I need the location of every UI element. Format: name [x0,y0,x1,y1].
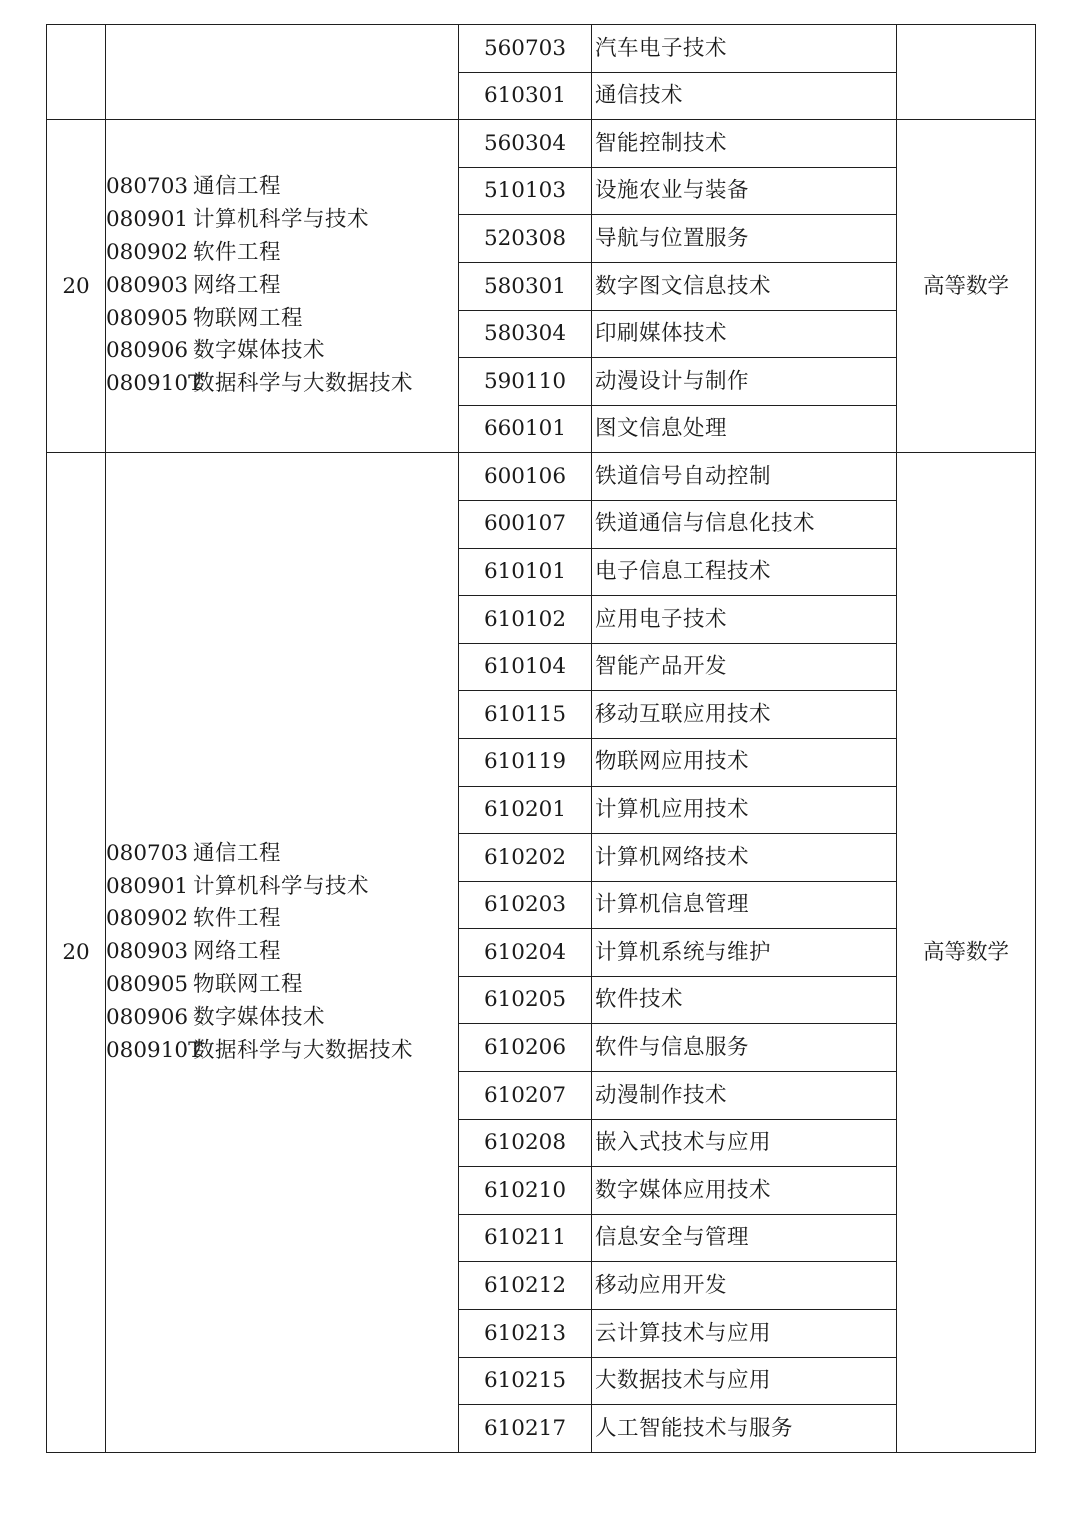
bachelor-major-item [106,204,458,237]
vocational-major-code: 600107 [459,500,592,548]
bachelor-major-name: 软件工程 [193,240,282,266]
vocational-major-code: 610201 [459,786,592,834]
bachelor-major-code: 080901 [106,207,189,233]
vocational-major-name: 计算机信息管理 [592,881,897,929]
vocational-major-code: 610208 [459,1119,592,1167]
vocational-major-name: 智能产品开发 [592,643,897,691]
vocational-major-name: 印刷媒体技术 [592,310,897,358]
vocational-major-code: 610206 [459,1024,592,1072]
bachelor-major-item [106,838,458,871]
vocational-major-code: 610210 [459,1167,592,1215]
bachelor-major-item [106,303,458,336]
vocational-major-code: 560304 [459,120,592,168]
vocational-major-name: 嵌入式技术与应用 [592,1119,897,1167]
bachelor-major-code: 080902 [106,906,189,932]
bachelor-major-code: 080906 [106,1004,189,1030]
bachelor-major-item [106,936,458,969]
vocational-major-name: 数字图文信息技术 [592,262,897,310]
bachelor-major-name: 软件工程 [193,906,282,932]
bachelor-major-item [106,903,458,936]
bachelor-major-item [106,335,458,368]
vocational-major-name: 计算机应用技术 [592,786,897,834]
bachelor-major-item [106,171,458,204]
vocational-major-name: 通信技术 [592,72,897,120]
vocational-major-name: 软件与信息服务 [592,1024,897,1072]
vocational-major-name: 大数据技术与应用 [592,1357,897,1405]
vocational-major-name: 电子信息工程技术 [592,548,897,596]
bachelor-major-name: 网络工程 [193,939,282,965]
vocational-major-name: 导航与位置服务 [592,215,897,263]
bachelor-major-item [106,1002,458,1035]
bachelor-major-name: 网络工程 [193,272,282,298]
bachelor-major-code: 080901 [106,873,189,899]
vocational-major-name: 图文信息处理 [592,405,897,453]
vocational-major-code: 600106 [459,453,592,501]
vocational-major-code: 580301 [459,262,592,310]
vocational-major-name: 汽车电子技术 [592,25,897,73]
vocational-major-code: 610212 [459,1262,592,1310]
vocational-major-name: 物联网应用技术 [592,738,897,786]
bachelor-major-name: 物联网工程 [193,305,304,331]
vocational-major-code: 610115 [459,691,592,739]
group-number-cell: 20 [47,453,106,1452]
vocational-major-code: 610204 [459,929,592,977]
bachelor-major-name: 计算机科学与技术 [193,207,370,233]
bachelor-major-name: 计算机科学与技术 [193,873,370,899]
bachelor-majors-cell [106,453,459,1452]
bachelor-major-code: 080903 [106,939,189,965]
vocational-major-code: 610104 [459,643,592,691]
bachelor-major-item [106,969,458,1002]
vocational-major-name: 计算机系统与维护 [592,929,897,977]
bachelor-major-code: 080902 [106,240,189,266]
vocational-major-code: 610202 [459,834,592,882]
vocational-major-name: 应用电子技术 [592,596,897,644]
vocational-major-code: 610203 [459,881,592,929]
vocational-major-name: 人工智能技术与服务 [592,1405,897,1453]
bachelor-major-code: 080703 [106,840,189,866]
bachelor-major-code: 080910T [106,1037,203,1063]
vocational-major-name: 铁道信号自动控制 [592,453,897,501]
vocational-major-name: 软件技术 [592,976,897,1024]
vocational-major-code: 610213 [459,1310,592,1358]
vocational-major-name: 计算机网络技术 [592,834,897,882]
vocational-major-code: 610119 [459,738,592,786]
vocational-major-code: 610215 [459,1357,592,1405]
vocational-major-name: 移动互联应用技术 [592,691,897,739]
bachelor-major-name: 数据科学与大数据技术 [193,371,414,397]
table-body [47,25,1036,1453]
vocational-major-code: 610217 [459,1405,592,1453]
bachelor-major-code: 080905 [106,971,189,997]
bachelor-major-item [106,270,458,303]
bachelor-majors-cell [106,120,459,453]
table-row [47,120,1036,168]
vocational-major-code: 510103 [459,167,592,215]
vocational-major-code: 610205 [459,976,592,1024]
bachelor-major-code: 080903 [106,272,189,298]
exam-subject-cell [897,25,1036,120]
vocational-major-code: 580304 [459,310,592,358]
vocational-major-name: 移动应用开发 [592,1262,897,1310]
vocational-major-code: 590110 [459,358,592,406]
vocational-major-name: 动漫制作技术 [592,1072,897,1120]
vocational-major-name: 云计算技术与应用 [592,1310,897,1358]
bachelor-major-name: 通信工程 [193,840,282,866]
table-row [47,453,1036,501]
vocational-major-code: 610101 [459,548,592,596]
exam-subject-cell: 高等数学 [897,453,1036,1452]
major-mapping-table [46,24,1036,1453]
vocational-major-name: 智能控制技术 [592,120,897,168]
table-row [47,25,1036,73]
bachelor-major-code: 080910T [106,371,203,397]
bachelor-major-item [106,871,458,904]
bachelor-major-code: 080905 [106,305,189,331]
bachelor-majors-cell [106,25,459,120]
bachelor-major-name: 数字媒体技术 [193,1004,326,1030]
vocational-major-code: 610211 [459,1214,592,1262]
exam-subject-cell: 高等数学 [897,120,1036,453]
vocational-major-code: 610102 [459,596,592,644]
bachelor-major-code: 080906 [106,338,189,364]
bachelor-major-item [106,1035,458,1068]
bachelor-major-name: 通信工程 [193,174,282,200]
bachelor-major-code: 080703 [106,174,189,200]
vocational-major-name: 信息安全与管理 [592,1214,897,1262]
bachelor-major-name: 数据科学与大数据技术 [193,1037,414,1063]
group-number-cell [47,25,106,120]
vocational-major-code: 660101 [459,405,592,453]
bachelor-major-item [106,368,458,401]
bachelor-major-name: 物联网工程 [193,971,304,997]
vocational-major-code: 610301 [459,72,592,120]
major-table-page [46,24,1035,1453]
vocational-major-code: 520308 [459,215,592,263]
vocational-major-name: 铁道通信与信息化技术 [592,500,897,548]
group-number-cell: 20 [47,120,106,453]
bachelor-major-item [106,237,458,270]
vocational-major-name: 数字媒体应用技术 [592,1167,897,1215]
bachelor-major-name: 数字媒体技术 [193,338,326,364]
vocational-major-code: 610207 [459,1072,592,1120]
vocational-major-name: 设施农业与装备 [592,167,897,215]
vocational-major-code: 560703 [459,25,592,73]
vocational-major-name: 动漫设计与制作 [592,358,897,406]
